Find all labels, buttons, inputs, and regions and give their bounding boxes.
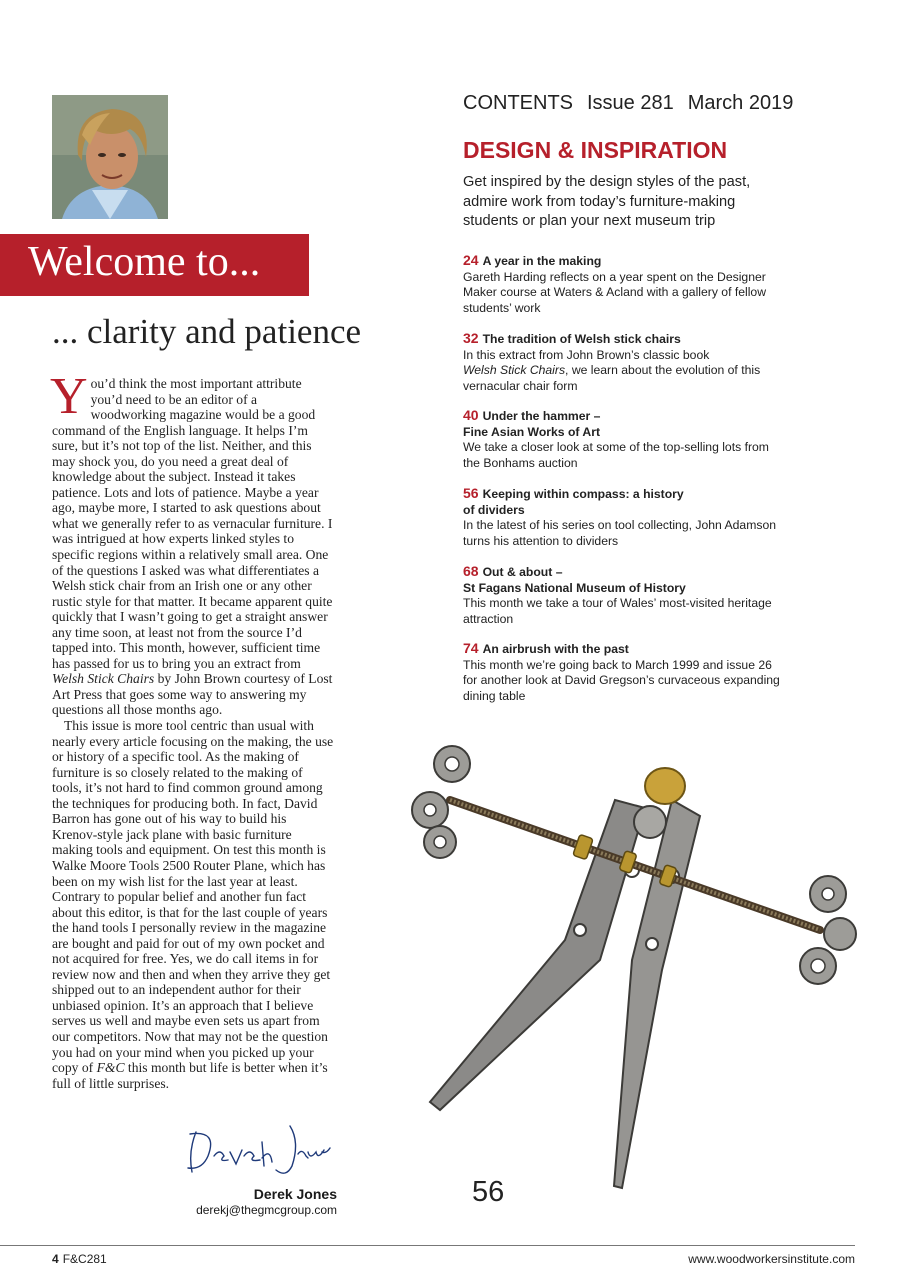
editorial-paragraph-1: You’d think the most important attribute you’d need to be an editor of a woodworking magazine would be a good command of the English language. It helps I’m sure, but it’s not top of the list. Neither, and this may shock you, do you need a great deal of knowledge about the subject. Instead it takes patience. Lots and lots of patience. Maybe a year ago, maybe more, I started to ask questions about what we generally refer to as vernacular furniture. I was intrigued at how experts linked styles to specific regions within a relatively small area. One of the questions I asked was what differentiates a Welsh stick chair from an Irish one or any other rustic style for that matter. It became apparent quite quickly that I wasn’t going to get a straight answer any time soon, at least not from the source I’d tapped into. This month, however, sufficient time has passed for us to bring you an extract from Welsh Stick Chairs by John Brown courtesy of Lost Art Press that goes some way to answering my questions all those months ago. <box>50 368 333 718</box>
book-title: Welsh Stick Chairs <box>463 363 566 378</box>
toc-item[interactable] <box>463 331 783 394</box>
toc-description: This month we’re going back to March 1999 and issue 26 for another look at David Gregson’s curvaceous expanding dining table <box>463 657 780 703</box>
editorial-headline: ... clarity and patience <box>52 312 362 351</box>
toc-item[interactable] <box>463 408 783 471</box>
toc-item[interactable] <box>463 486 783 549</box>
toc-subtitle: of dividers <box>463 502 525 517</box>
toc-page-number: 74 <box>463 640 479 656</box>
issue-date: March 2019 <box>687 92 794 114</box>
toc-item[interactable] <box>463 641 783 704</box>
toc-page-number: 40 <box>463 407 479 423</box>
toc-title: Out & about – <box>482 565 563 579</box>
editorial-paragraph-2: This issue is more tool centric than usual with nearly every article focusing on the making, the use or history of a specific tool. As the making of furniture is so closely related to the making of tools, it’s not hard to find common ground among the techniques for producing both. In fact, David Barron has gone out of his way to build his Krenov-style jack plane with basic furniture making tools and equipment. On test this month is Walke Moore Tools 2500 Router Plane, which has been on my wish list for the last year at least. Contrary to popular belief and another fun fact about this editor, is that for the last couple of years the hand tools I personally review in the magazine are bought and paid for out of my own pocket and not acquired for free. Yes, we do call items in for review now and then and when they arrive they get shipped out to an independent author for their unbiased opinion. It’s an approach that I believe serves us well and maybe even sets us apart from our competitors. Now that may not be the question you had on your mind when you picked up your copy of F&C this month but life is better when it’s full of little surprises. <box>52 718 334 1091</box>
footer-folio <box>52 1252 107 1266</box>
toc-item[interactable] <box>463 564 783 627</box>
editor-portrait <box>52 95 168 219</box>
toc-title: A year in the making <box>482 254 602 268</box>
toc-title: Keeping within compass: a history <box>482 487 684 501</box>
section-intro: Get inspired by the design styles of the past, admire work from today’s furniture-making students or plan your next museum trip <box>463 174 751 229</box>
toc-page-number: 56 <box>463 485 479 501</box>
toc-subtitle: St Fagans National Museum of History <box>463 580 686 595</box>
footer-divider <box>0 1245 855 1246</box>
editor-signature <box>178 1122 338 1182</box>
magazine-issue: F&C281 <box>62 1252 107 1266</box>
author-name: Derek Jones <box>253 1186 337 1202</box>
magazine-name: F&C <box>96 1060 125 1076</box>
toc-description: This month we take a tour of Wales’ most-visited heritage attraction <box>463 596 772 626</box>
footer-url[interactable]: www.woodworkersinstitute.com <box>688 1252 855 1266</box>
welcome-title: Welcome to... <box>28 239 261 285</box>
toc-page-number: 68 <box>463 563 479 579</box>
section-title: DESIGN & INSPIRATION <box>463 137 728 163</box>
toc-item[interactable] <box>463 253 783 316</box>
drop-cap: Y <box>50 368 88 425</box>
toc-description: In the latest of his series on tool collecting, John Adamson turns his attention to dividers <box>463 518 776 548</box>
toc-title: The tradition of Welsh stick chairs <box>482 332 681 346</box>
toc-page-number: 24 <box>463 252 479 268</box>
page-number: 4 <box>52 1252 59 1266</box>
toc-description: Gareth Harding reflects on a year spent on the Designer Maker course at Waters & Acland with a gallery of fellow students’ work <box>463 269 767 315</box>
dividers-illustration <box>400 730 870 1200</box>
contents-header <box>463 92 807 115</box>
toc-description: In this extract from John Brown’s classic book Welsh Stick Chairs, we learn about the evolution of this vernacular chair form <box>463 347 761 393</box>
issue-number: Issue 281 <box>587 92 674 114</box>
toc-page-number: 32 <box>463 330 479 346</box>
editorial-body <box>50 368 334 1091</box>
image-page-reference: 56 <box>472 1176 505 1208</box>
contents-label: CONTENTS <box>463 92 573 114</box>
toc-title: Under the hammer – <box>482 409 601 423</box>
toc-title: An airbrush with the past <box>482 642 629 656</box>
toc-subtitle: Fine Asian Works of Art <box>463 424 601 439</box>
author-email[interactable]: derekj@thegmcgroup.com <box>196 1203 337 1217</box>
toc-description: We take a closer look at some of the top-selling lots from the Bonhams auction <box>463 440 769 470</box>
book-title: Welsh Stick Chairs <box>52 671 155 687</box>
